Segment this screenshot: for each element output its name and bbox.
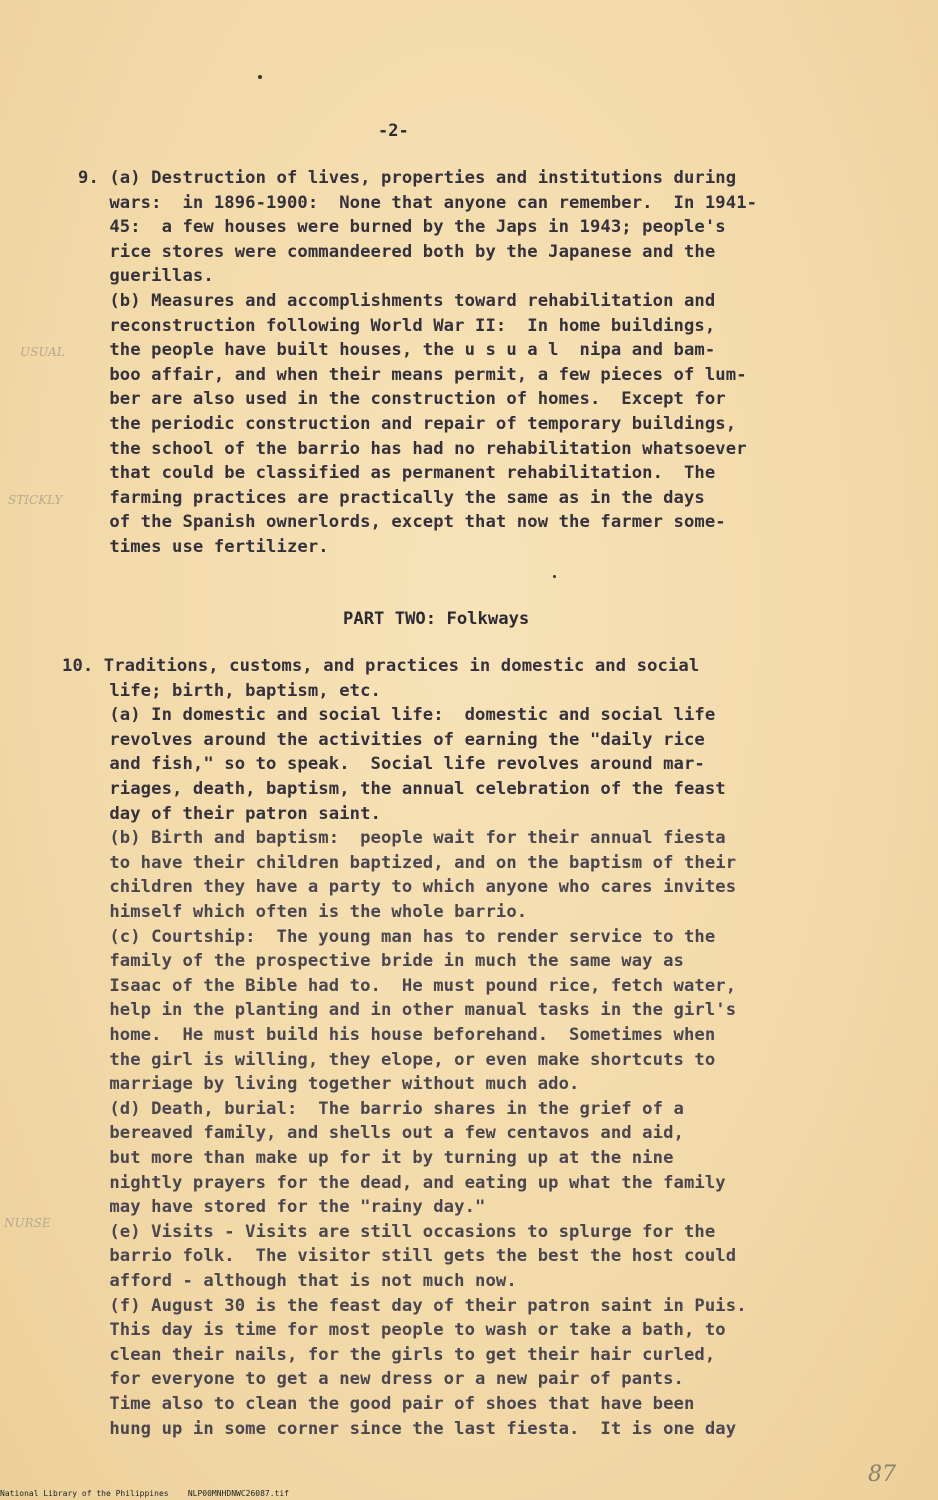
- text-line: rice stores were commandeered both by the Japanese and the: [78, 241, 716, 262]
- text-line: of the Spanish ownerlords, except that now the farmer some-: [78, 512, 726, 533]
- text-line: times use fertilizer.: [78, 537, 329, 557]
- text-line: 10. Traditions, customs, and practices in domestic and social: [62, 656, 700, 676]
- text-line: boo affair, and when their means permit, a few pieces of lum-: [78, 364, 747, 385]
- text-line: himself which often is the whole barrio.: [78, 902, 528, 922]
- text-line: but more than make up for it by turning up at the nine: [78, 1148, 674, 1168]
- part-heading: PART TWO: Folkways: [343, 609, 530, 629]
- text-line: the girl is willing, they elope, or even make shortcuts to: [78, 1049, 716, 1070]
- text-line: (d) Death, burial: The barrio shares in the grief of a: [78, 1098, 684, 1119]
- text-line: (f) August 30 is the feast day of their patron saint in Puis.: [78, 1295, 747, 1316]
- text-line: the school of the barrio has had no rehabilitation whatsoever: [78, 438, 747, 459]
- text-line: family of the prospective bride in much the same way as: [78, 951, 684, 972]
- text-line: children they have a party to which anyone who cares invites: [78, 877, 737, 898]
- text-line: Time also to clean the good pair of shoes that have been: [78, 1394, 695, 1414]
- text-line: for everyone to get a new dress or a new pair of pants.: [78, 1369, 684, 1390]
- archive-footer: National Library of the Philippines NLP00MNHDNWC26087.tif: [0, 1489, 289, 1498]
- text-line: farming practices are practically the same as in the days: [78, 487, 705, 508]
- text-line: 9. (a) Destruction of lives, properties and institutions during: [78, 168, 737, 188]
- text-line: the periodic construction and repair of temporary buildings,: [78, 414, 737, 434]
- text-line: reconstruction following World War II: In home buildings,: [78, 315, 716, 336]
- text-line: (b) Birth and baptism: people wait for their annual fiesta: [78, 828, 726, 849]
- text-line: 45: a few houses were burned by the Japs in 1943; people's: [78, 217, 726, 238]
- text-line: clean their nails, for the girls to get their hair curled,: [78, 1344, 716, 1365]
- text-line: life; birth, baptism, etc.: [78, 680, 381, 701]
- text-line: riages, death, baptism, the annual celebration of the feast: [78, 779, 726, 799]
- text-line: wars: in 1896-1900: None that anyone can remember. In 1941-: [78, 192, 758, 213]
- ink-dot: [553, 575, 556, 578]
- text-line: home. He must build his house beforehand. Sometimes when: [78, 1025, 716, 1045]
- text-line: marriage by living together without much ado.: [78, 1074, 580, 1095]
- text-line: day of their patron saint.: [78, 803, 381, 824]
- text-line: hung up in some corner since the last fiesta. It is one day: [78, 1418, 737, 1439]
- text-line: to have their children baptized, and on the baptism of their: [78, 852, 737, 873]
- text-line: revolves around the activities of earning the "daily rice: [78, 729, 705, 750]
- folio-number: 87: [868, 1462, 896, 1487]
- text-line: barrio folk. The visitor still gets the best the host could: [78, 1246, 737, 1267]
- text-line: (c) Courtship: The young man has to render service to the: [78, 926, 716, 947]
- text-line: bereaved family, and shells out a few centavos and aid,: [78, 1123, 684, 1144]
- text-line: may have stored for the "rainy day.": [78, 1197, 486, 1218]
- text-line: This day is time for most people to wash or take a bath, to: [78, 1320, 726, 1341]
- page-number: -2-: [378, 121, 409, 141]
- text-line: and fish," so to speak. Social life revolves around mar-: [78, 754, 705, 775]
- text-line: help in the planting and in other manual tasks in the girl's: [78, 1000, 737, 1021]
- text-line: (b) Measures and accomplishments toward rehabilitation and: [78, 291, 716, 311]
- text-line: that could be classified as permanent rehabilitation. The: [78, 463, 716, 484]
- text-line: Isaac of the Bible had to. He must pound rice, fetch water,: [78, 975, 737, 996]
- text-line: guerillas.: [78, 266, 214, 287]
- text-line: nightly prayers for the dead, and eating up what the family: [78, 1172, 726, 1193]
- text-line: afford - although that is not much now.: [78, 1271, 517, 1291]
- margin-note: NURSE: [4, 1216, 51, 1230]
- margin-note: USUAL: [20, 345, 65, 359]
- text-line: (a) In domestic and social life: domestic and social life: [78, 705, 716, 726]
- text-line: (e) Visits - Visits are still occasions to splurge for the: [78, 1221, 716, 1242]
- text-line: the people have built houses, the u s u a l nipa and bam-: [78, 340, 716, 361]
- text-line: ber are also used in the construction of homes. Except for: [78, 389, 726, 410]
- ink-dot: [258, 75, 262, 79]
- margin-note: STICKLY: [8, 493, 63, 507]
